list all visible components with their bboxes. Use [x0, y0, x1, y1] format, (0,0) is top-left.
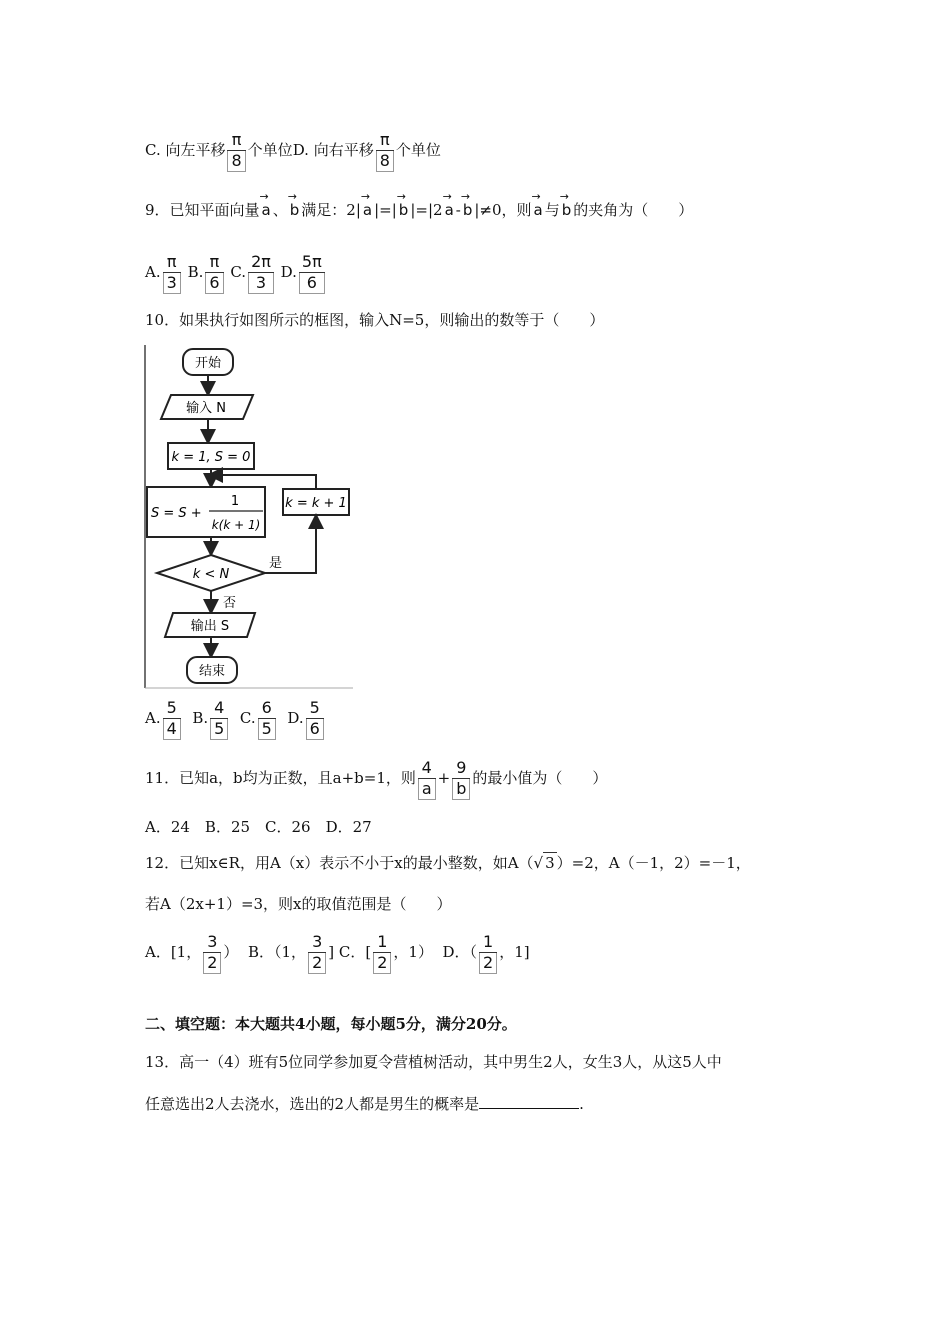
question-13-line2: 任意选出2人去浇水，选出的2人都是男生的概率是 . — [145, 1095, 584, 1113]
flow-calc — [147, 487, 265, 537]
q12-option-b: B．（1， $\frac{3}{2}$ ] — [247, 932, 335, 972]
q9-option-a: A. $\frac{\pi}{3}$ — [145, 263, 183, 281]
svg-text:k = k + 1: k = k + 1 — [285, 496, 347, 511]
vector-b: → b — [288, 200, 302, 220]
flow-output — [165, 613, 255, 637]
fraction: $\frac{4}{5}$ — [210, 698, 228, 740]
section-heading: 二、填空题：本大题共4小题，每小题5分，满分20分。 — [145, 1015, 517, 1033]
question-9: 9．已知平面向量→ a 、→ b 满足：2|→ a |=|→ b |=|2→ a -→ b |≠0，则→ a 与→ b 的夹角为（ ） — [145, 200, 693, 220]
flow-end — [187, 657, 237, 683]
q10-option-b: B. $\frac{4}{5}$ — [192, 709, 230, 727]
q9-option-d: D. $\frac{5\pi}{6}$ — [281, 263, 327, 281]
q12-option-c: C．[ $\frac{1}{2}$ ，1） — [338, 932, 433, 972]
fraction: $\frac{\pi}{6}$ — [205, 252, 223, 294]
vector-a: → a — [443, 200, 456, 220]
flow-no-label: 否 — [223, 596, 237, 611]
question-12-line2: 若A（2x+1）=3，则x的取值范围是（ ） — [145, 895, 452, 913]
svg-text:k(k + 1): k(k + 1) — [211, 518, 261, 532]
q9-option-c: C. $\frac{2\pi}{3}$ — [230, 263, 276, 281]
fraction: $\frac{3}{2}$ — [203, 932, 221, 974]
vector-a: → a — [260, 200, 273, 220]
fraction: $\frac{6}{5}$ — [258, 698, 276, 740]
svg-text:输出 S: 输出 S — [190, 619, 230, 634]
question-10: 10．如果执行如图所示的框图，输入N=5，则输出的数等于（ ） — [145, 311, 605, 329]
question-12: 12．已知x∈R，用A（x）表示不小于x的最小整数，如A（√ 3 ）=2，A（－1，2）=－1， — [145, 854, 751, 872]
flow-increment — [283, 489, 349, 515]
q8-options: C. 向左平移 $\frac{\pi}{8}$ 个单位D. 向右平移 $\frac{\pi}{8}$ 个单位 — [145, 130, 441, 170]
fraction: $\frac{5\pi}{6}$ — [299, 252, 325, 294]
q8-option-c: C. 向左平移 — [145, 141, 226, 159]
flow-start — [183, 349, 233, 375]
flow-yes-label: 是 — [269, 556, 283, 571]
fraction: $\frac{9}{b}$ — [452, 758, 470, 800]
q10-options — [145, 698, 326, 740]
svg-text:1: 1 — [230, 494, 240, 509]
fraction: $\frac{3}{2}$ — [308, 932, 326, 974]
q10-option-d: D. $\frac{5}{6}$ — [287, 709, 325, 727]
vector-b: → b — [397, 200, 411, 220]
svg-text:k < N: k < N — [192, 567, 230, 582]
svg-text:S = S +: S = S + — [151, 506, 202, 521]
answer-blank[interactable] — [479, 1094, 579, 1109]
vector-a: → a — [361, 200, 374, 220]
fraction: $\frac{5}{6}$ — [306, 698, 324, 740]
fraction: $\frac{1}{2}$ — [373, 932, 391, 974]
flow-init — [168, 443, 254, 469]
q10-option-c: C. $\frac{6}{5}$ — [240, 709, 278, 727]
q9-option-b: B. $\frac{\pi}{6}$ — [188, 263, 226, 281]
vector-a: → a — [532, 200, 545, 220]
fraction: $\frac{4}{a}$ — [418, 758, 436, 800]
q12-options — [145, 932, 530, 974]
q8-option-d: D. 向右平移 — [292, 141, 374, 159]
q12-option-d: D．（ $\frac{1}{2}$ ，1] — [442, 932, 530, 972]
fraction: $\frac{1}{2}$ — [479, 932, 497, 974]
fraction: $\frac{\pi}{8}$ — [376, 130, 394, 172]
svg-text:输入 N: 输入 N — [186, 401, 226, 416]
fraction: $\frac{2\pi}{3}$ — [248, 252, 274, 294]
fraction: $\frac{\pi}{8}$ — [227, 130, 245, 172]
sqrt-value: 3 — [545, 854, 555, 872]
vector-b: → b — [461, 200, 475, 220]
question-13: 13．高一（4）班有5位同学参加夏令营植树活动，其中男生2人，女生3人，从这5人中 — [145, 1053, 722, 1071]
q11-options: A．24 B．25 C．26 D．27 — [145, 818, 372, 836]
vector-b: → b — [560, 200, 574, 220]
flow-input — [161, 395, 253, 419]
flow-condition — [157, 555, 265, 591]
svg-text:结束: 结束 — [198, 664, 226, 679]
svg-text:开始: 开始 — [194, 356, 222, 371]
flowchart — [143, 345, 355, 690]
q10-option-a: A. $\frac{5}{4}$ — [145, 709, 183, 727]
q9-options — [145, 252, 327, 294]
fraction: $\frac{\pi}{3}$ — [163, 252, 181, 294]
fraction: $\frac{5}{4}$ — [163, 698, 181, 740]
svg-text:k = 1, S = 0: k = 1, S = 0 — [171, 450, 251, 465]
q12-option-a: A．[1， $\frac{3}{2}$ ） — [145, 932, 239, 972]
question-11: 11．已知a，b均为正数，且a+b=1，则 $\frac{4}{a}$ + $\frac{9}{b}$ 的最小值为（ ） — [145, 758, 608, 798]
